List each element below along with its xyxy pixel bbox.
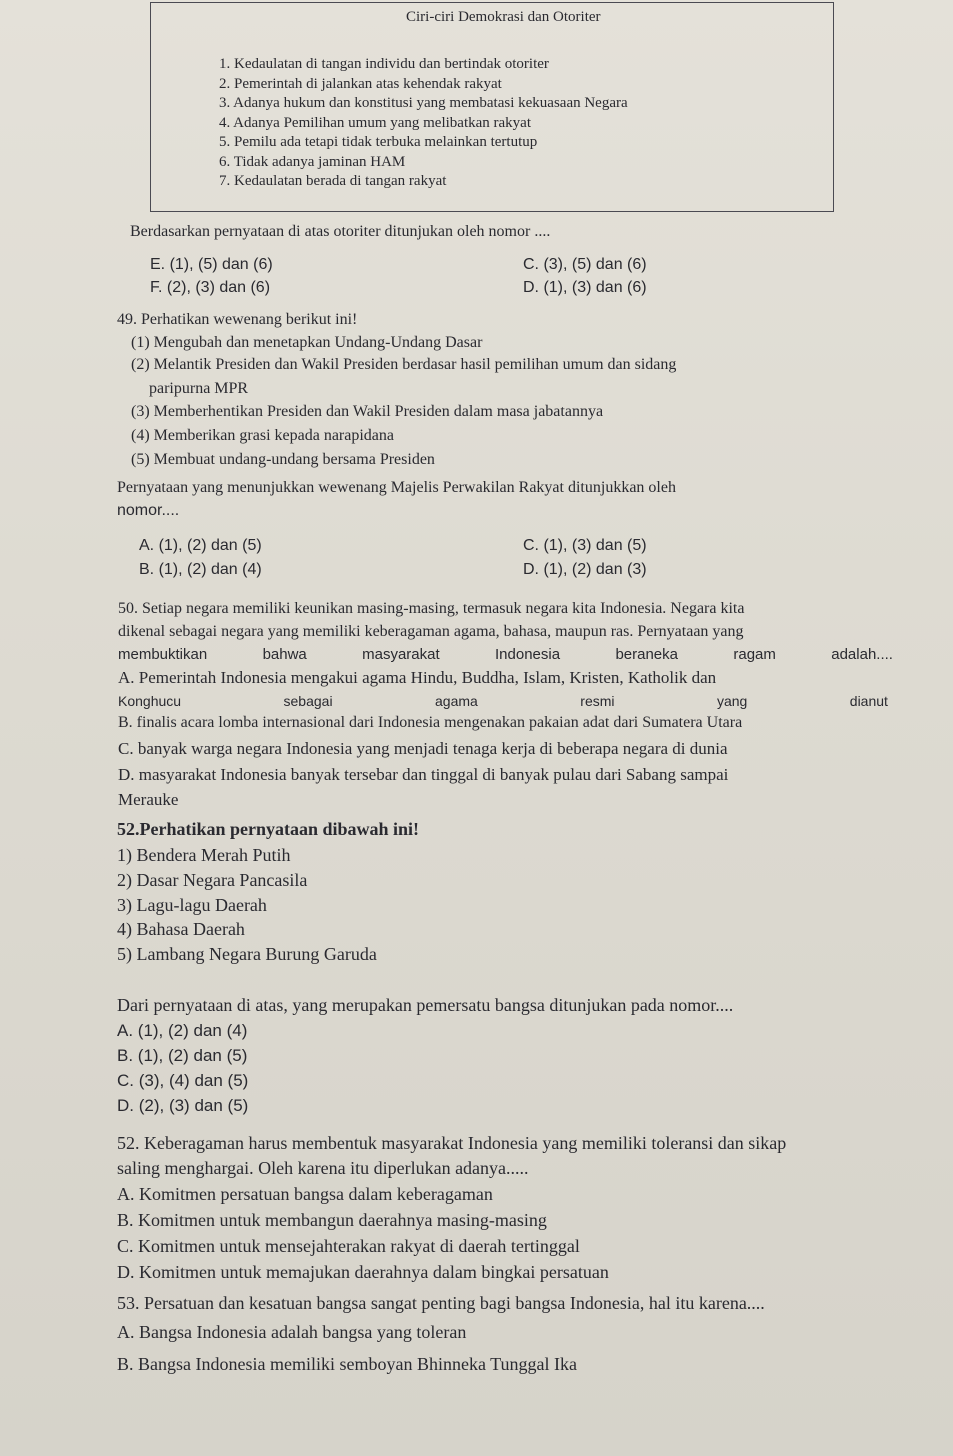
list-item: 6. Tidak adanya jaminan HAM (219, 153, 406, 170)
box-list (219, 55, 628, 192)
q49-stem: 49. Perhatikan wewenang berikut ini! (117, 311, 358, 328)
list-item: 2. Pemerintah di jalankan atas kehendak rakyat (219, 75, 502, 92)
word: ragam (733, 646, 776, 663)
q49-item: (5) Membuat undang-undang bersama Presiden (131, 451, 435, 468)
list-item: 4. Adanya Pemilihan umum yang melibatkan rakyat (219, 114, 532, 131)
word: membuktikan (118, 646, 208, 663)
q53-option-b: B. Bangsa Indonesia memiliki semboyan Bhinneka Tunggal Ika (117, 1354, 577, 1374)
q50-stem-cont: dikenal sebagai negara yang memiliki keberagaman agama, bahasa, maupun ras. Pernyataan yang (118, 623, 744, 640)
q48-stem: Berdasarkan pernyataan di atas otoriter ditunjukan oleh nomor .... (130, 223, 551, 240)
q48-option-c: C. (3), (5) dan (6) (523, 256, 647, 273)
word: Indonesia (495, 646, 561, 663)
q50-option-b: B. finalis acara lomba internasional dari Indonesia mengenakan pakaian adat dari Sumatera Utara (118, 714, 743, 731)
q52-option-d: D. (2), (3) dan (5) (117, 1096, 249, 1115)
q49-option-b: B. (1), (2) dan (4) (139, 561, 262, 578)
q50-stem-line3 (118, 646, 893, 663)
q52-item: 2) Dasar Negara Pancasila (117, 870, 308, 890)
q49-option-c: C. (1), (3) dan (5) (523, 537, 647, 554)
characteristics-box (150, 2, 834, 212)
word: sebagai (283, 693, 333, 709)
q52-item: 3) Lagu-lagu Daerah (117, 895, 267, 915)
list-item: 1. Kedaulatan di tangan individu dan bertindak otoriter (219, 56, 549, 72)
q52-question: Dari pernyataan di atas, yang merupakan pemersatu bangsa ditunjukan pada nomor.... (117, 995, 734, 1015)
word: resmi (580, 693, 615, 709)
q52-item: 4) Bahasa Daerah (117, 919, 245, 939)
q48-option-f: F. (2), (3) dan (6) (150, 279, 271, 296)
q49-item: (4) Memberikan grasi kepada narapidana (131, 427, 394, 444)
word: beraneka (615, 646, 678, 663)
q52b-option-c: C. Komitmen untuk mensejahterakan rakyat di daerah tertinggal (117, 1236, 580, 1256)
list-item: 7. Kedaulatan berada di tangan rakyat (219, 173, 447, 189)
q53-option-a: A. Bangsa Indonesia adalah bangsa yang toleran (117, 1322, 467, 1342)
q49-question-cont: nomor.... (117, 502, 180, 519)
q50-option-d-cont: Merauke (118, 790, 179, 809)
q52-item: 5) Lambang Negara Burung Garuda (117, 944, 377, 964)
q52b-stem: 52. Keberagaman harus membentuk masyarakat Indonesia yang memiliki toleransi dan sikap (117, 1133, 787, 1153)
q50-option-a-cont (118, 693, 888, 709)
q49-option-d: D. (1), (2) dan (3) (523, 561, 647, 578)
q52-stem: 52.Perhatikan pernyataan dibawah ini! (117, 819, 420, 839)
q48-option-e: E. (1), (5) dan (6) (150, 256, 273, 273)
q49-question: Pernyataan yang menunjukkan wewenang Majelis Perwakilan Rakyat ditunjukkan oleh (117, 479, 676, 496)
word: yang (716, 693, 748, 709)
q50-option-d: D. masyarakat Indonesia banyak tersebar dan tinggal di banyak pulau dari Sabang sampai (118, 765, 729, 784)
q50-option-a: A. Pemerintah Indonesia mengakui agama Hindu, Buddha, Islam, Kristen, Katholik dan (118, 668, 717, 687)
q52b-option-b: B. Komitmen untuk membangun daerahnya masing-masing (117, 1210, 547, 1230)
q52b-option-d: D. Komitmen untuk memajukan daerahnya dalam bingkai persatuan (117, 1262, 609, 1282)
q52b-stem-cont: saling menghargai. Oleh karena itu diperlukan adanya..... (117, 1158, 529, 1178)
q52-option-b: B. (1), (2) dan (5) (117, 1046, 248, 1065)
list-item: 3. Adanya hukum dan konstitusi yang membatasi kekuasaan Negara (219, 95, 628, 111)
q52-option-a: A. (1), (2) dan (4) (117, 1021, 248, 1040)
q49-item: (1) Mengubah dan menetapkan Undang-Undang Dasar (131, 334, 483, 351)
word: masyarakat (362, 646, 440, 663)
q49-item: (3) Memberhentikan Presiden dan Wakil Presiden dalam masa jabatannya (131, 403, 604, 420)
word: dianut (849, 693, 888, 709)
word: bahwa (262, 646, 307, 663)
q49-item: (2) Melantik Presiden dan Wakil Presiden berdasar hasil pemilihan umum dan sidang (131, 356, 677, 373)
q49-option-a: A. (1), (2) dan (5) (139, 537, 262, 554)
q52-item: 1) Bendera Merah Putih (117, 845, 291, 865)
q52b-option-a: A. Komitmen persatuan bangsa dalam keberagaman (117, 1184, 493, 1204)
list-item: 5. Pemilu ada tetapi tidak terbuka melainkan tertutup (219, 134, 538, 150)
q50-stem: 50. Setiap negara memiliki keunikan masing-masing, termasuk negara kita Indonesia. Negara kita (118, 600, 745, 617)
word: adalah.... (831, 646, 893, 663)
q49-item: paripurna MPR (149, 380, 249, 397)
word: Konghucu (118, 693, 182, 709)
word: agama (435, 693, 478, 709)
q48-option-d: D. (1), (3) dan (6) (523, 279, 647, 296)
box-title: Ciri-ciri Demokrasi dan Otoriter (406, 9, 601, 25)
q53-stem: 53. Persatuan dan kesatuan bangsa sangat penting bagi bangsa Indonesia, hal itu karena.... (117, 1293, 765, 1313)
q52-option-c: C. (3), (4) dan (5) (117, 1071, 249, 1090)
q50-option-c: C. banyak warga negara Indonesia yang menjadi tenaga kerja di beberapa negara di dunia (118, 739, 728, 758)
